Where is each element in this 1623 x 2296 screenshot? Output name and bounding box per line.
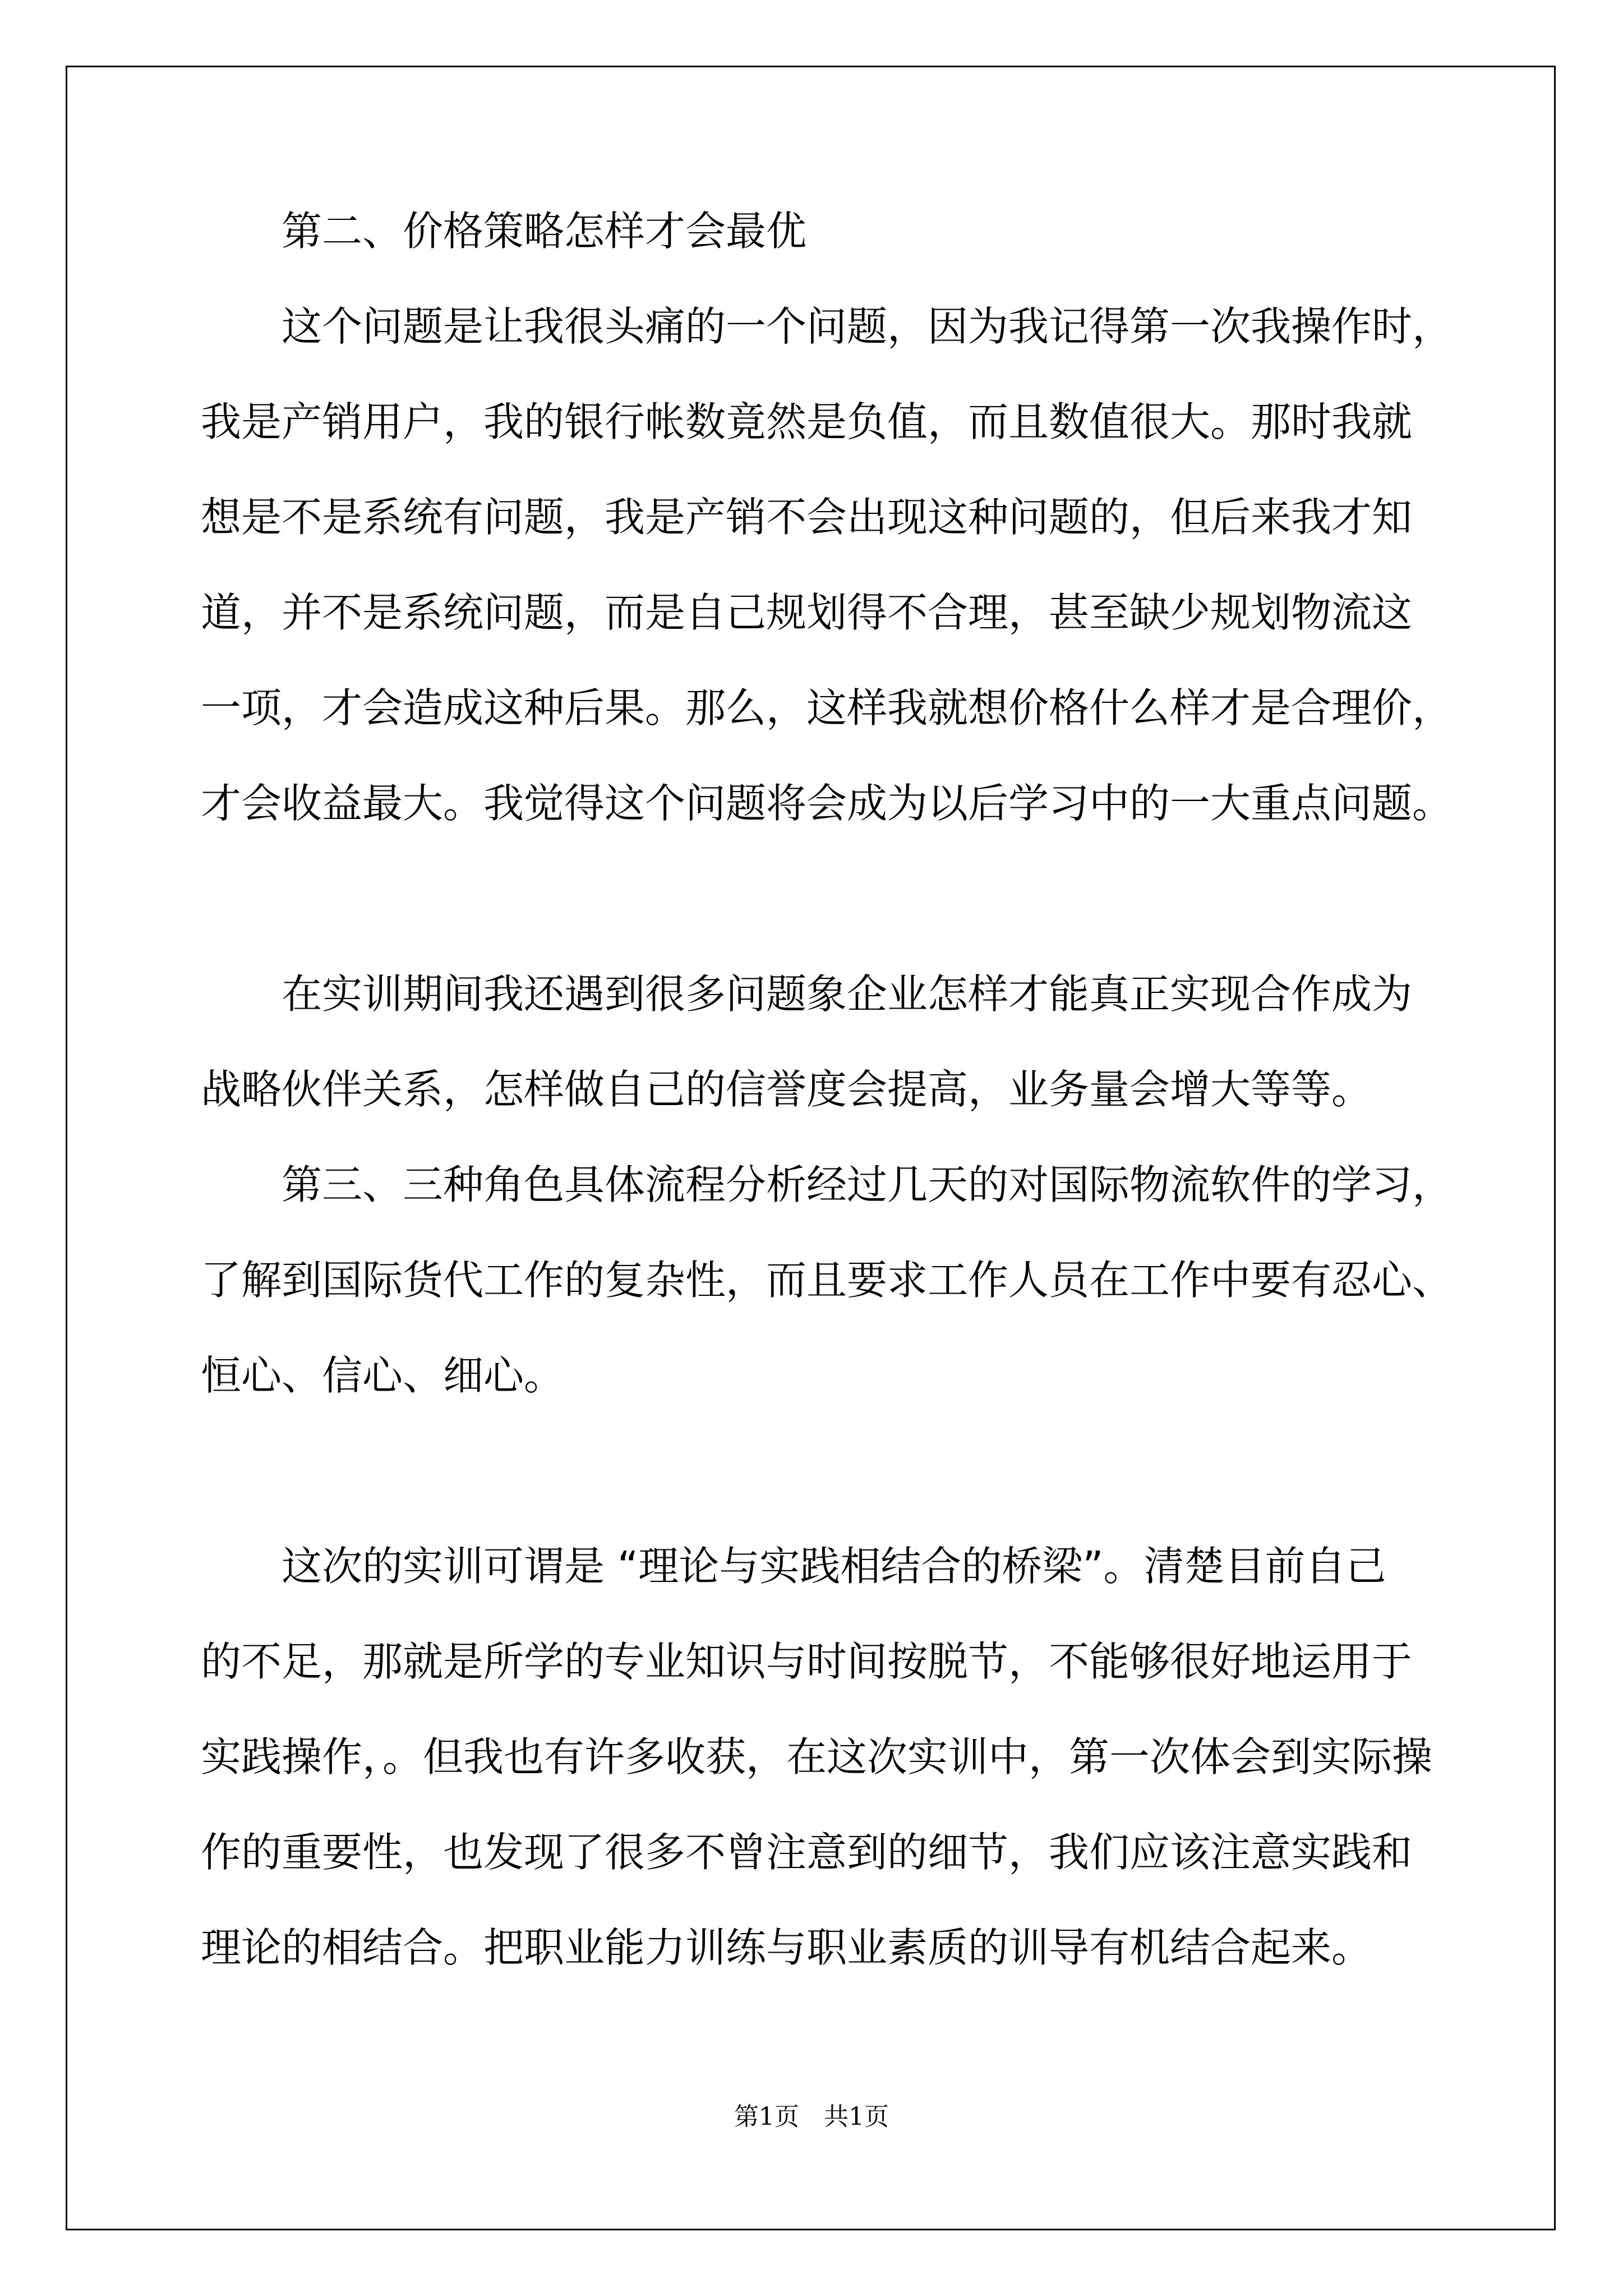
text-line: 第三、三种角色具体流程分析经过几天的对国际物流软件的学习， [201,1161,1453,1208]
text-line: 一项，才会造成这种后果。那么，这样我就想价格什么样才是合理价， [201,684,1453,731]
text-line: 恒心、信心、细心。 [201,1352,565,1399]
text-line: 这次的实训可谓是 “理论与实践相结合的桥梁”。清楚目前自己 [201,1543,1386,1590]
text-line: 这个问题是让我很头痛的一个问题，因为我记得第一次我操作时， [201,303,1453,350]
page-number-footer: 第1页 共1页 [734,2102,889,2131]
text-line: 理论的相结合。把职业能力训练与职业素质的训导有机结合起来。 [201,1924,1372,1971]
text-line: 了解到国际货代工作的复杂性，而且要求工作人员在工作中要有忍心、 [201,1257,1453,1304]
text-line: 作的重要性，也发现了很多不曾注意到的细节，我们应该注意实践和 [201,1829,1413,1876]
heading-line: 第二、价格策略怎样才会最优 [201,208,807,255]
text-line: 才会收益最大。我觉得这个问题将会成为以后学习中的一大重点问题。 [201,780,1453,827]
text-line: 战略伙伴关系，怎样做自己的信誉度会提高，业务量会增大等等。 [201,1066,1372,1113]
page-border [66,66,1556,2230]
text-line: 在实训期间我还遇到很多问题象企业怎样才能真正实现合作成为 [201,970,1413,1018]
text-line: 我是产销用户，我的银行帐数竟然是负值，而且数值很大。那时我就 [201,398,1413,445]
text-line: 实践操作，。但我也有许多收获，在这次实训中，第一次体会到实际操 [201,1733,1433,1780]
text-line: 道，并不是系统问题，而是自己规划得不合理，甚至缺少规划物流这 [201,589,1413,636]
text-line: 的不足，那就是所学的专业知识与时间按脱节，不能够很好地运用于 [201,1638,1413,1685]
text-line: 想是不是系统有问题，我是产销不会出现这种问题的，但后来我才知 [201,494,1413,541]
